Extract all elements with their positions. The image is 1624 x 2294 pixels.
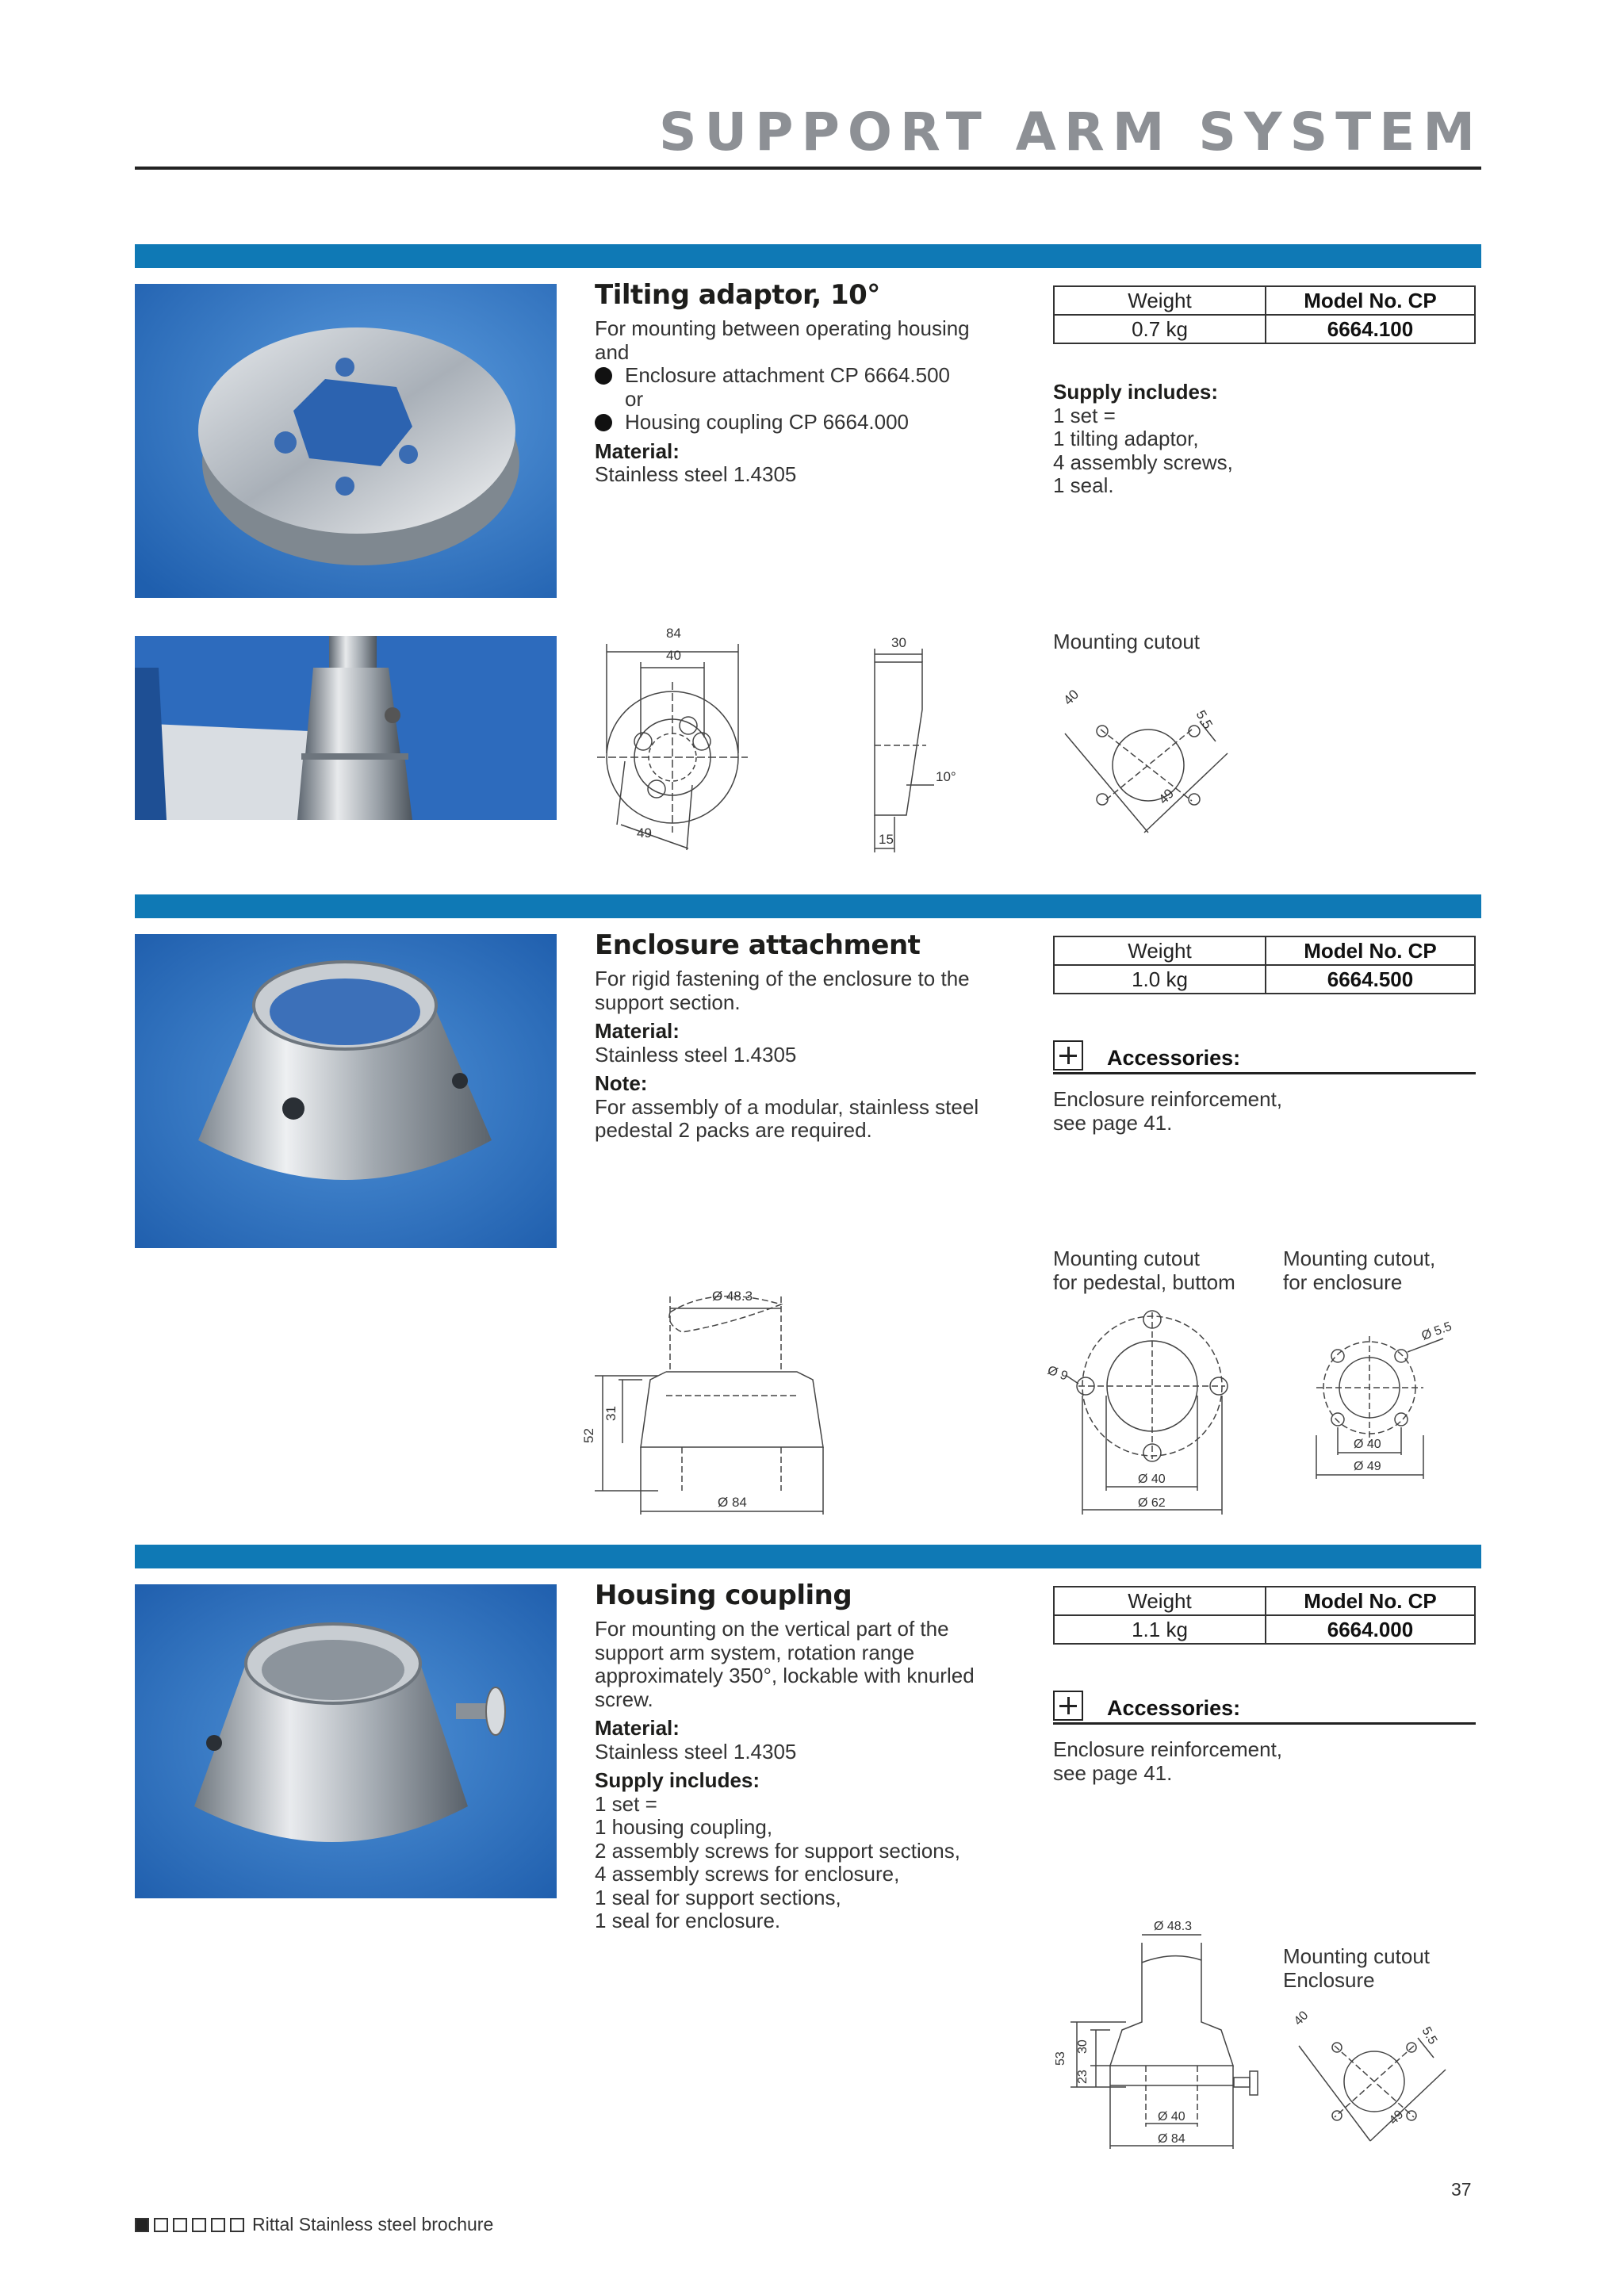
dim-30: 30	[1076, 2039, 1090, 2054]
plus-icon	[1053, 1691, 1083, 1721]
note-label: Note:	[595, 1071, 648, 1095]
square-filled-icon	[135, 2218, 149, 2232]
material-value: Stainless steel 1.4305	[595, 462, 797, 486]
bullet-connector: or	[625, 386, 644, 411]
model-header: Model No. CP	[1266, 1587, 1475, 1615]
dim-62: Ø 62	[1138, 1496, 1166, 1510]
weight-value: 0.7 kg	[1054, 315, 1266, 343]
bullet-dot-icon	[595, 414, 612, 431]
title-rule	[135, 167, 1481, 170]
accessories-header: Accessories:	[1053, 1040, 1476, 1074]
model-header: Model No. CP	[1266, 936, 1475, 965]
tilting-adaptor-dimension-drawing	[593, 618, 956, 856]
accessories-text: Enclosure reinforcement, see page 41.	[1053, 1087, 1283, 1135]
cutout-dim-49: 49	[1155, 786, 1178, 807]
dim-9: Ø 9	[1045, 1363, 1070, 1384]
footer-text: Rittal Stainless steel brochure	[252, 2214, 494, 2235]
product-title-enclosure-attachment: Enclosure attachment	[595, 929, 921, 961]
bullet-item: Housing coupling CP 6664.000	[595, 411, 1023, 435]
bullet-dot-icon	[595, 367, 612, 385]
supply-line: 4 assembly screws for enclosure,	[595, 1862, 900, 1886]
note-line: For assembly of a modular, stainless steel	[595, 1094, 979, 1119]
product-title-tilting-adaptor: Tilting adaptor, 10°	[595, 279, 880, 311]
cutout-dim-40: 40	[1060, 687, 1082, 708]
spec-table-housing-coupling	[1053, 1586, 1476, 1645]
dim-40: Ø 40	[1158, 2110, 1185, 2124]
note-line: pedestal 2 packs are required.	[595, 1118, 872, 1142]
enclosure-attachment-description	[595, 967, 1023, 1143]
desc-line: approximately 350°, lockable with knurled	[595, 1664, 975, 1687]
supply-line: 2 assembly screws for support sections,	[595, 1838, 960, 1863]
weight-header: Weight	[1054, 1587, 1266, 1615]
housing-coupling-dimension-drawing	[1047, 1919, 1285, 2157]
material-label: Material:	[595, 439, 680, 463]
dim-53: 53	[1054, 2051, 1067, 2066]
cutout-dim-5-5: 5.5	[1419, 2024, 1440, 2047]
cutout-dim-49: 49	[1386, 2108, 1407, 2127]
dim-84: Ø 84	[1158, 2132, 1185, 2146]
supply-label: Supply includes:	[1053, 380, 1219, 404]
tilting-adaptor-mounted-photo	[135, 636, 557, 820]
desc-line: For mounting on the vertical part of the	[595, 1617, 949, 1641]
tilting-adaptor-photo	[135, 284, 557, 598]
cutout-label-pedestal: Mounting cutout for pedestal, buttom	[1053, 1247, 1235, 1294]
footer	[135, 2214, 493, 2235]
square-icon	[173, 2218, 187, 2232]
section-band-housing-coupling	[135, 1545, 1481, 1568]
cutout-label-housing-enclosure: Mounting cutout Enclosure	[1283, 1944, 1431, 1992]
bullet-item: Enclosure attachment CP 6664.500	[595, 364, 1023, 388]
dim-10-deg: 10°	[936, 769, 956, 784]
section-band-enclosure-attachment	[135, 894, 1481, 918]
square-icon	[192, 2218, 206, 2232]
section-band-tilting-adaptor	[135, 244, 1481, 268]
desc-line: support section.	[595, 990, 741, 1014]
supply-label: Supply includes:	[595, 1768, 760, 1792]
accessories-header: Accessories:	[1053, 1691, 1476, 1725]
cutout-label-enclosure: Mounting cutout, for enclosure	[1283, 1247, 1436, 1294]
dim-40: Ø 40	[1138, 1473, 1166, 1486]
supply-line: 1 set =	[1053, 403, 1116, 427]
tilting-adaptor-cutout-drawing	[1053, 666, 1259, 848]
weight-value: 1.1 kg	[1054, 1615, 1266, 1644]
model-header: Model No. CP	[1266, 286, 1475, 315]
dim-84: Ø 84	[718, 1495, 747, 1510]
dim-40: 40	[666, 648, 681, 663]
model-value: 6664.000	[1266, 1615, 1475, 1644]
dim-48-3: Ø 48.3	[712, 1289, 753, 1304]
material-label: Material:	[595, 1716, 680, 1740]
desc-line: For mounting between operating housing	[595, 316, 970, 340]
housing-coupling-cutout-drawing	[1283, 1998, 1473, 2157]
supply-line: 1 set =	[595, 1791, 657, 1816]
enclosure-attachment-dimension-drawing	[571, 1277, 833, 1522]
page-title: SUPPORT ARM SYSTEM	[658, 101, 1483, 163]
square-icon	[211, 2218, 225, 2232]
dim-84: 84	[666, 626, 681, 641]
pedestal-cutout-drawing	[1043, 1300, 1249, 1522]
accessories-text: Enclosure reinforcement, see page 41.	[1053, 1737, 1283, 1785]
dim-49: Ø 49	[1354, 1460, 1381, 1473]
product-title-housing-coupling: Housing coupling	[595, 1580, 852, 1611]
dim-40: Ø 40	[1354, 1438, 1381, 1451]
mounting-cutout-label: Mounting cutout	[1053, 630, 1201, 653]
supply-line: 1 seal for enclosure.	[595, 1909, 781, 1932]
model-value: 6664.100	[1266, 315, 1475, 343]
supply-line: 1 tilting adaptor,	[1053, 427, 1199, 450]
desc-line: support arm system, rotation range	[595, 1640, 915, 1664]
supply-line: 1 seal.	[1053, 473, 1114, 497]
dim-23: 23	[1076, 2070, 1090, 2084]
housing-coupling-photo	[135, 1584, 557, 1898]
dim-52: 52	[581, 1428, 596, 1443]
desc-line: screw.	[595, 1687, 653, 1711]
dim-31: 31	[603, 1406, 619, 1421]
plus-icon	[1053, 1040, 1083, 1070]
square-icon	[154, 2218, 168, 2232]
desc-line: and	[595, 339, 630, 364]
model-value: 6664.500	[1266, 965, 1475, 994]
page-number: 37	[1451, 2179, 1472, 2200]
desc-line: For rigid fastening of the enclosure to the	[595, 967, 970, 990]
material-value: Stainless steel 1.4305	[595, 1042, 797, 1067]
supply-line: 1 housing coupling,	[595, 1815, 773, 1839]
dim-30: 30	[891, 635, 906, 650]
square-icon	[230, 2218, 244, 2232]
cutout-dim-5-5: 5.5	[1193, 707, 1216, 732]
spec-table-tilting-adaptor	[1053, 285, 1476, 344]
enclosure-cutout-drawing	[1297, 1316, 1487, 1491]
supply-line: 4 assembly screws,	[1053, 450, 1233, 474]
dim-5-5: Ø 5.5	[1419, 1319, 1454, 1343]
weight-value: 1.0 kg	[1054, 965, 1266, 994]
dim-15: 15	[879, 832, 894, 847]
supply-includes-tilting-adaptor	[1053, 381, 1465, 498]
dim-49: 49	[637, 825, 652, 841]
weight-header: Weight	[1054, 936, 1266, 965]
cutout-dim-40: 40	[1291, 2009, 1312, 2028]
dim-48-3: Ø 48.3	[1154, 1920, 1193, 1933]
material-label: Material:	[595, 1019, 680, 1043]
weight-header: Weight	[1054, 286, 1266, 315]
enclosure-attachment-photo	[135, 934, 557, 1248]
material-value: Stainless steel 1.4305	[595, 1739, 797, 1764]
supply-line: 1 seal for support sections,	[595, 1885, 841, 1909]
tilting-adaptor-description	[595, 317, 1023, 487]
spec-table-enclosure-attachment	[1053, 936, 1476, 994]
housing-coupling-description	[595, 1618, 1023, 1933]
